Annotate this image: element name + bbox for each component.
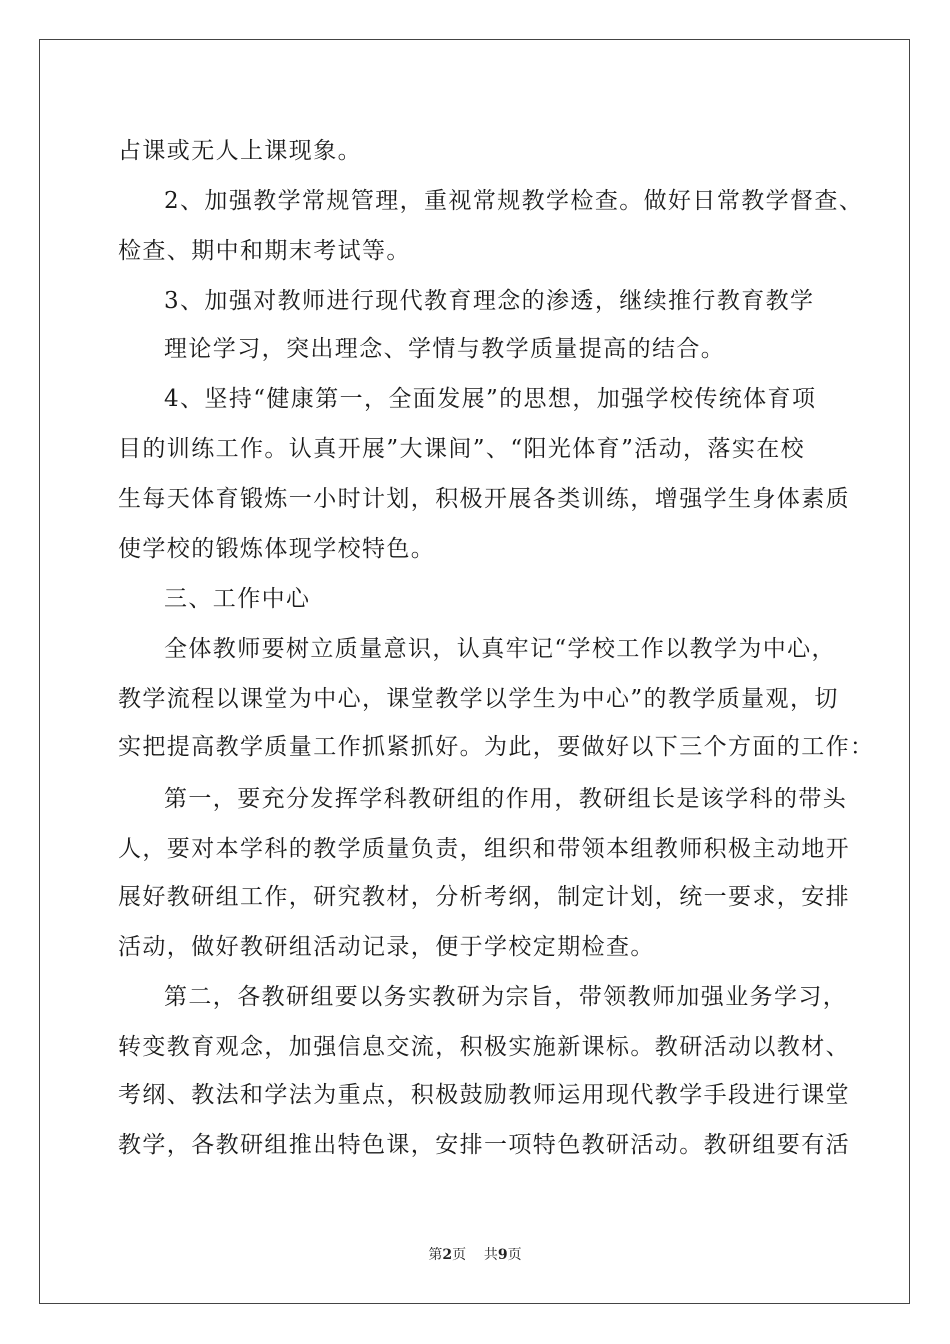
text-line: 人，要对本学科的教学质量负责，组织和带领本组教师积极主动地开 [118,836,850,862]
text-line: 检查、期中和期末考试等。 [118,238,411,264]
section-heading: 三、工作中心 [164,586,311,612]
text-line: 活动，做好教研组活动记录，便于学校定期检查。 [118,934,655,960]
text-line: 使学校的锻炼体现学校特色。 [118,536,436,562]
text-line: 第一，要充分发挥学科教研组的作用，教研组长是该学科的带头 [164,786,848,812]
text-line: 教学流程以课堂为中心，课堂教学以学生为中心”的教学质量观，切 [118,686,839,712]
text-line: 目的训练工作。认真开展”大课间”、“阳光体育”活动，落实在校 [118,436,806,462]
page-border [39,39,910,1304]
text-line: 展好教研组工作，研究教材，分析考纲，制定计划，统一要求，安排 [118,884,850,910]
text-line: 考纲、教法和学法为重点，积极鼓励教师运用现代教学手段进行课堂 [118,1082,850,1108]
text-line: 转变教育观念，加强信息交流，积极实施新课标。教研活动以教材、 [118,1034,850,1060]
text-line: 第二，各教研组要以务实教研为宗旨，带领教师加强业务学习， [164,984,848,1010]
page-number: 第2页 [428,1247,467,1263]
text-line: 4、坚持“健康第一，全面发展”的思想，加强学校传统体育项 [164,386,817,412]
text-line: 实把提高教学质量工作抓紧抓好。为此，要做好以下三个方面的工作： [118,734,875,760]
text-line: 占课或无人上课现象。 [118,138,362,164]
text-line: 2、加强教学常规管理，重视常规教学检查。做好日常教学督查、 [164,188,864,214]
page-total: 共9页 [483,1247,522,1263]
text-line: 全体教师要树立质量意识，认真牢记“学校工作以教学为中心， [164,636,836,662]
text-line: 理论学习，突出理念、学情与教学质量提高的结合。 [164,336,726,362]
page-footer [0,1244,950,1264]
text-line: 3、加强对教师进行现代教育理念的渗透，继续推行教育教学 [164,288,815,314]
text-line: 教学，各教研组推出特色课，安排一项特色教研活动。教研组要有活 [118,1132,850,1158]
text-line: 生每天体育锻炼一小时计划，积极开展各类训练，增强学生身体素质 [118,486,850,512]
